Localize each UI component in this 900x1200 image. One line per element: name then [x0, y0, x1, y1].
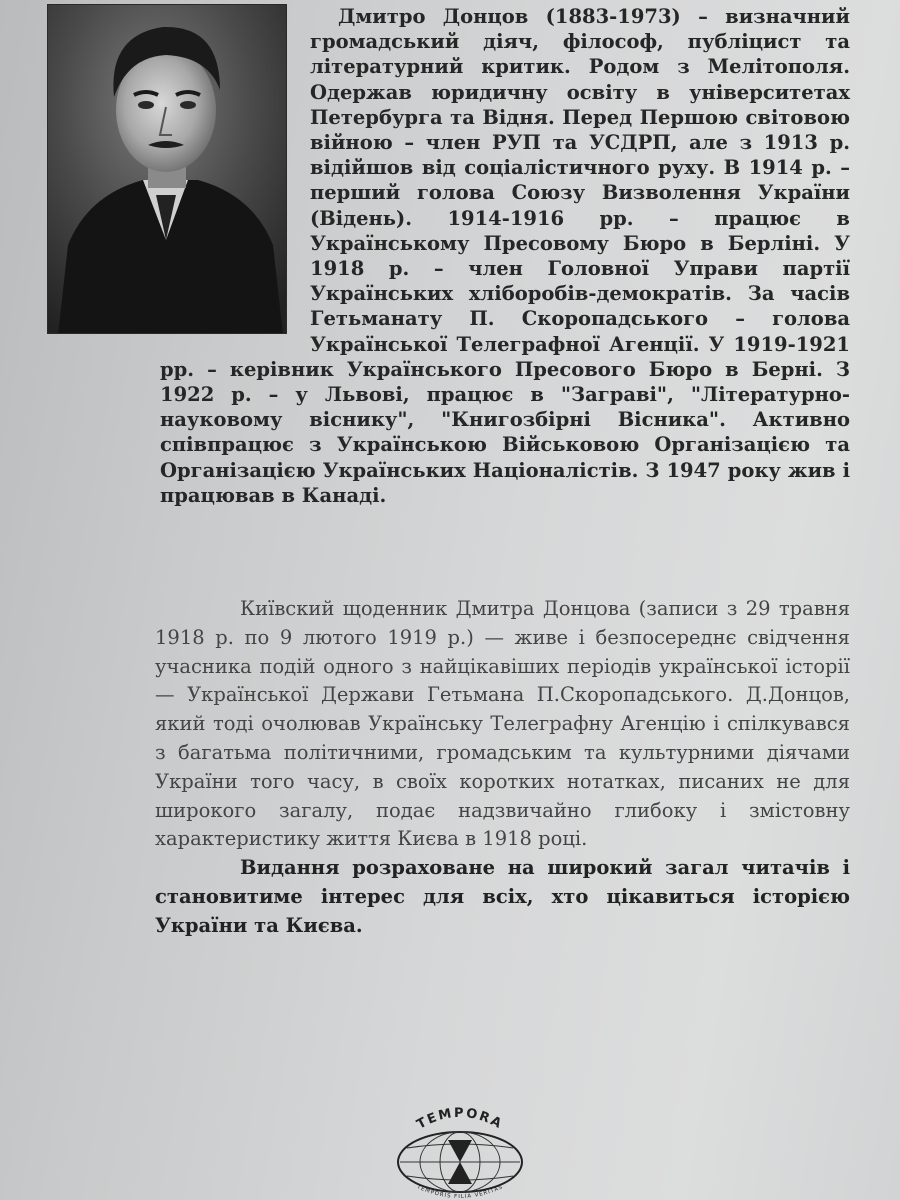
portrait-spacer [160, 4, 310, 344]
publisher-logo [385, 1090, 535, 1200]
book-description [155, 595, 850, 941]
description-paragraph: Київский щоденник Дмитра Донцова (записи з 29 травня 1918 р. по 9 лютого 1919 р.) — живе і безпосереднє свідчення учасника подій одного з найцікавіших періодів української історії — Української Держави Гетьмана П.Скоропадського. Д.Донцов, який тоді очолював Українську Телеграфну Агенцію і спілкувався з багатьма політичними, громадським та культурними діячами України того часу, в своїх коротких нотатках, писаних не для широкого загалу, подає надзвичайно глибоку і змістовну характеристику життя Києва в 1918 році. [155, 597, 850, 851]
author-biography [160, 4, 850, 508]
publisher-motto: TEMPORIS FILIA VERITAS [415, 1184, 505, 1200]
svg-text:TEMPORA [414, 1106, 505, 1133]
biography-paragraph: Дмитро Донцов (1883-1973) – визначний громадський діяч, філософ, публіцист та літературний критик. Родом з Мелітополя. Одержав юридичну освіту в університетах Петербурга та Відня. Перед Першою світовою війною – член РУП та УСДРП, але з 1913 р. відійшов від соціалістичного руху. В 1914 р. – перший голова Союзу Визволення України (Відень). 1914-1916 рр. – працює в Українському Пресовому Бюро в Берліні. У 1918 р. – член Головної Управи партії Українських хліборобів-демократів. За часів Гетьманату П. Скоропадського – голова Української Телеграфної Агенції. У 1919-1921 рр. – керівник Українського Пресового Бюро в Берні. З 1922 р. – у Львові, працює в "Заграві", "Літературно-науковому віснику", "Книгозбірні Вісника". Активно співпрацює з Українською Військовою Організацією та Організацією Українських Націоналістів. З 1947 року жив і працював в Канаді. [160, 5, 850, 507]
audience-paragraph: Видання розраховане на широкий загал читачів і становитиме інтерес для всіх, хто цікавиться історією України та Києва. [155, 856, 850, 937]
publisher-name: TEMPORA [414, 1105, 506, 1133]
